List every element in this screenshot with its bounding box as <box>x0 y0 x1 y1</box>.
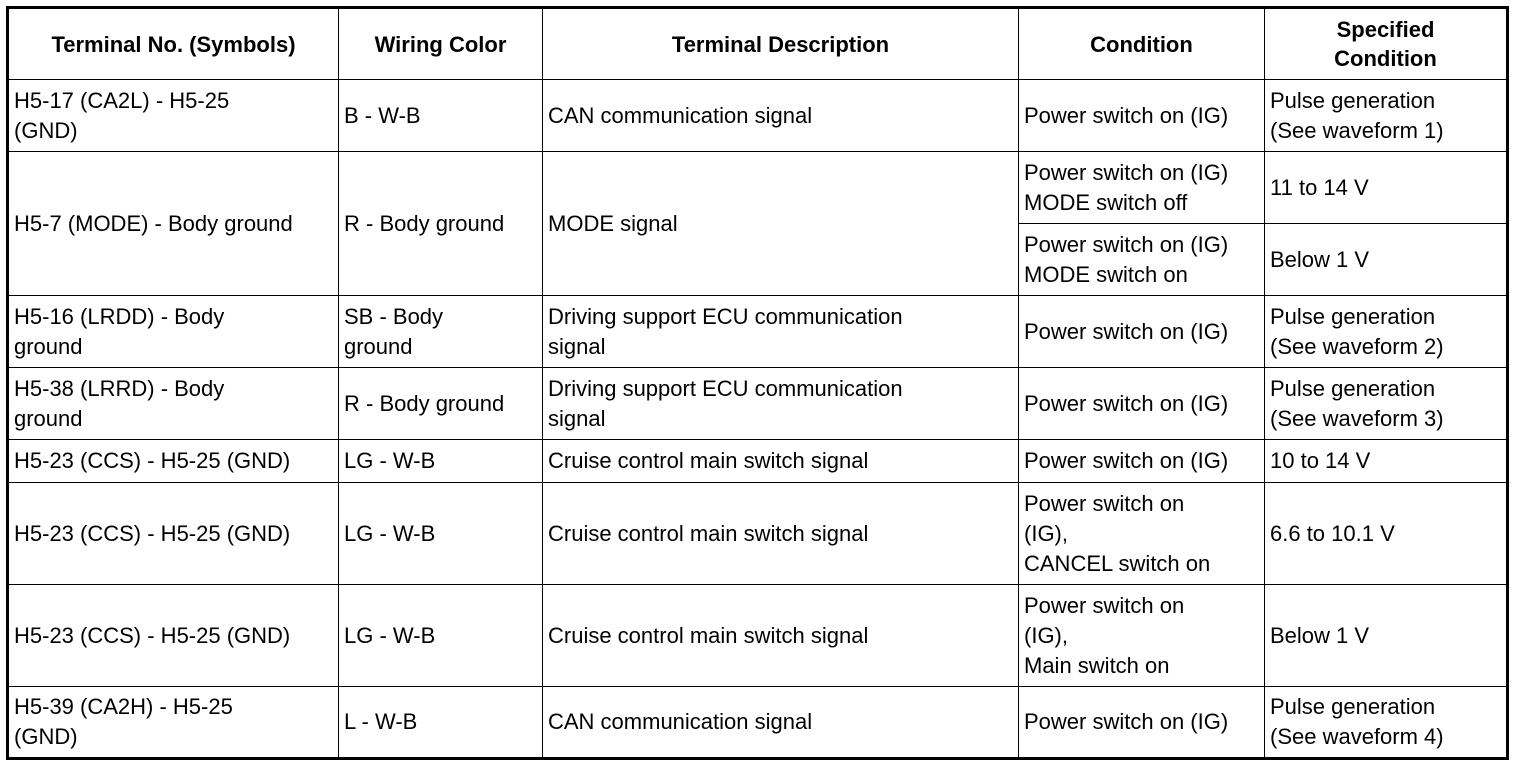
cell-line: Pulse generation <box>1270 303 1436 329</box>
cell-line: Cruise control main switch signal <box>548 520 869 546</box>
header-specified-line-1: Specified <box>1336 17 1435 42</box>
header-row <box>8 8 1508 80</box>
cell-line: ground <box>344 333 413 359</box>
cell-line: 6.6 to 10.1 V <box>1270 520 1395 546</box>
cell-wiring <box>339 296 543 368</box>
cell-condition <box>1019 224 1265 296</box>
cell-line: 10 to 14 V <box>1270 448 1371 473</box>
cell-condition <box>1019 80 1265 152</box>
cell-terminal <box>8 687 339 759</box>
header-specified-condition <box>1265 8 1508 80</box>
cell-wiring <box>339 687 543 759</box>
cell-line: MODE signal <box>548 210 678 236</box>
cell-line: (IG), <box>1024 520 1068 546</box>
cell-line: H5-7 (MODE) - Body ground <box>14 210 293 236</box>
table-row <box>8 585 1508 687</box>
table-row <box>8 296 1508 368</box>
cell-line: LG - W-B <box>344 448 436 473</box>
header-terminal-description: Terminal Description <box>543 8 1019 80</box>
cell-description <box>543 483 1019 585</box>
cell-line: (GND) <box>14 117 78 143</box>
cell-line: (GND) <box>14 724 78 749</box>
cell-line: H5-16 (LRDD) - Body <box>14 303 225 329</box>
cell-specified <box>1265 152 1508 224</box>
cell-line: Power switch on (IG) <box>1024 318 1229 344</box>
cell-specified <box>1265 483 1508 585</box>
cell-condition <box>1019 687 1265 759</box>
cell-line: Below 1 V <box>1270 622 1370 648</box>
table-row <box>8 80 1508 152</box>
header-terminal: Terminal No. (Symbols) <box>8 8 339 80</box>
table-row <box>8 368 1508 440</box>
cell-line: (See waveform 1) <box>1270 117 1444 143</box>
cell-specified <box>1265 224 1508 296</box>
cell-line: Power switch on (IG) <box>1024 231 1229 257</box>
cell-line: Pulse generation <box>1270 694 1436 719</box>
cell-line: R - Body ground <box>344 210 505 236</box>
table-row <box>8 440 1508 483</box>
cell-specified <box>1265 585 1508 687</box>
cell-description <box>543 368 1019 440</box>
cell-description <box>543 152 1019 296</box>
cell-line: LG - W-B <box>344 520 436 546</box>
header-wiring-color: Wiring Color <box>339 8 543 80</box>
cell-line: CAN communication signal <box>548 102 813 128</box>
cell-line: MODE switch off <box>1024 189 1188 215</box>
cell-line: Main switch on <box>1024 652 1170 678</box>
cell-condition <box>1019 585 1265 687</box>
cell-description <box>543 296 1019 368</box>
header-specified-line-2: Condition <box>1334 46 1437 71</box>
cell-line: L - W-B <box>344 709 418 734</box>
cell-condition <box>1019 368 1265 440</box>
cell-wiring <box>339 368 543 440</box>
cell-line: (See waveform 4) <box>1270 724 1444 749</box>
cell-line: Power switch on (IG) <box>1024 102 1229 128</box>
cell-specified <box>1265 296 1508 368</box>
cell-specified <box>1265 368 1508 440</box>
header-condition: Condition <box>1019 8 1265 80</box>
cell-line: Pulse generation <box>1270 87 1436 113</box>
cell-line: signal <box>548 405 606 431</box>
cell-line: (See waveform 3) <box>1270 405 1444 431</box>
cell-terminal <box>8 440 339 483</box>
cell-description <box>543 687 1019 759</box>
cell-wiring <box>339 80 543 152</box>
cell-wiring <box>339 152 543 296</box>
cell-line: Power switch on (IG) <box>1024 448 1229 473</box>
cell-terminal <box>8 585 339 687</box>
cell-line: SB - Body <box>344 303 444 329</box>
cell-description <box>543 440 1019 483</box>
cell-condition <box>1019 440 1265 483</box>
cell-line: signal <box>548 333 606 359</box>
cell-terminal <box>8 80 339 152</box>
cell-condition <box>1019 483 1265 585</box>
cell-line: Cruise control main switch signal <box>548 622 869 648</box>
cell-line: Power switch on (IG) <box>1024 159 1229 185</box>
cell-line: H5-23 (CCS) - H5-25 (GND) <box>14 520 291 546</box>
cell-line: CANCEL switch on <box>1024 550 1211 576</box>
cell-line: Pulse generation <box>1270 375 1436 401</box>
cell-line: B - W-B <box>344 102 421 128</box>
cell-condition <box>1019 296 1265 368</box>
cell-terminal <box>8 296 339 368</box>
cell-line: Power switch on (IG) <box>1024 390 1229 416</box>
cell-line: 11 to 14 V <box>1270 174 1369 200</box>
cell-line: Driving support ECU communication <box>548 375 903 401</box>
terminal-spec-table <box>6 6 1509 760</box>
cell-terminal <box>8 483 339 585</box>
cell-description <box>543 585 1019 687</box>
cell-line: ground <box>14 405 83 431</box>
cell-line: MODE switch on <box>1024 261 1188 287</box>
cell-line: H5-17 (CA2L) - H5-25 <box>14 87 230 113</box>
cell-line: H5-23 (CCS) - H5-25 (GND) <box>14 622 291 648</box>
cell-wiring <box>339 440 543 483</box>
table-row <box>8 152 1508 224</box>
cell-condition <box>1019 152 1265 224</box>
cell-line: LG - W-B <box>344 622 436 648</box>
cell-line: CAN communication signal <box>548 709 813 734</box>
cell-wiring <box>339 585 543 687</box>
cell-specified <box>1265 687 1508 759</box>
cell-line: Power switch on <box>1024 592 1185 618</box>
cell-line: H5-38 (LRRD) - Body <box>14 375 225 401</box>
table-row <box>8 483 1508 585</box>
cell-line: (IG), <box>1024 622 1068 648</box>
cell-line: Driving support ECU communication <box>548 303 903 329</box>
cell-line: Below 1 V <box>1270 246 1370 272</box>
cell-line: R - Body ground <box>344 390 505 416</box>
cell-line: H5-23 (CCS) - H5-25 (GND) <box>14 448 291 473</box>
cell-line: H5-39 (CA2H) - H5-25 <box>14 694 233 719</box>
cell-line: Power switch on (IG) <box>1024 709 1229 734</box>
cell-line: Cruise control main switch signal <box>548 448 869 473</box>
cell-terminal <box>8 368 339 440</box>
cell-line: Power switch on <box>1024 490 1185 516</box>
cell-line: ground <box>14 333 83 359</box>
table-row <box>8 687 1508 759</box>
cell-terminal <box>8 152 339 296</box>
cell-line: (See waveform 2) <box>1270 333 1444 359</box>
cell-wiring <box>339 483 543 585</box>
cell-specified <box>1265 80 1508 152</box>
cell-description <box>543 80 1019 152</box>
cell-specified <box>1265 440 1508 483</box>
